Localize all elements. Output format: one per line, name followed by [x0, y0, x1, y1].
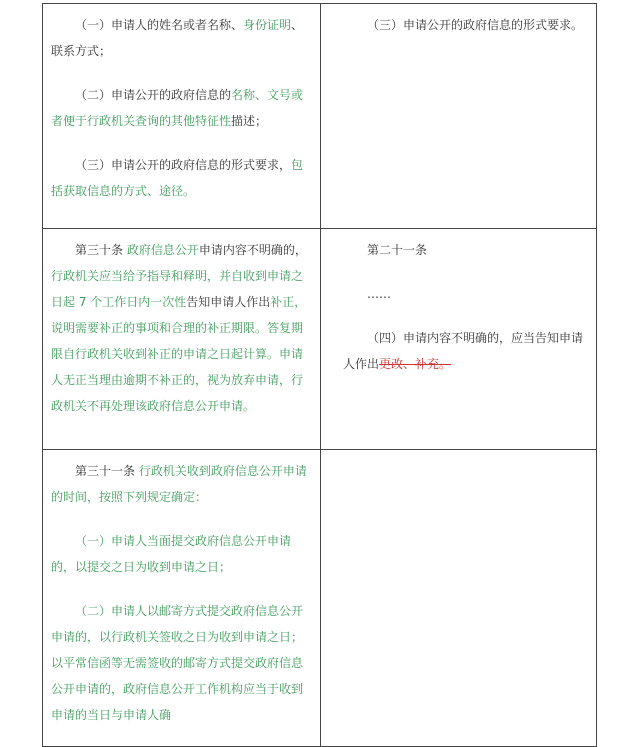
- paragraph: [51, 237, 312, 419]
- added-text: 包括获取信息的方式、途径。: [51, 158, 304, 198]
- added-text: 补正，说明需要补正的事项和合理的补正期限。答复期限自行政机关收到补正的申请之日起计算。申请人无正当理由逾期不补正的，视为放弃申请，行政机关不再处理该政府信息公开申请。: [51, 295, 307, 413]
- added-text: 行政机关收到政府信息公开申请的时间，按照下列规定确定：: [51, 464, 307, 504]
- comparison-table: [42, 3, 597, 747]
- cell-content: [43, 450, 320, 728]
- table-row: [43, 450, 597, 747]
- added-text: （一）申请人当面提交政府信息公开申请的，以提交之日为收到申请之日；: [51, 534, 292, 574]
- text-segment: ……: [367, 287, 391, 301]
- text-segment: （三）申请公开的政府信息的形式要求，: [75, 158, 292, 172]
- paragraph: [343, 12, 590, 38]
- old-provision-cell: [321, 4, 597, 229]
- text-segment: 第三十条: [75, 243, 127, 257]
- text-segment: 描述；: [231, 114, 268, 128]
- old-provision-cell: [321, 450, 597, 747]
- table-row: [43, 229, 597, 450]
- paragraph: [343, 237, 590, 263]
- text-segment: （三）申请公开的政府信息的形式要求。: [367, 18, 584, 32]
- cell-content: [43, 4, 320, 204]
- paragraph: [51, 528, 312, 580]
- text-segment: （二）申请公开的政府信息的: [75, 88, 232, 102]
- added-text: 身份证明: [243, 18, 292, 32]
- deleted-text: 更改、补充。: [379, 357, 452, 371]
- text-segment: （一）申请人的姓名或者名称、: [75, 18, 244, 32]
- new-provision-cell: [43, 450, 321, 747]
- added-text: 政府信息公开: [126, 243, 199, 257]
- paragraph: [51, 152, 312, 204]
- text-segment: 申请内容不明确的，: [198, 243, 307, 257]
- added-text: （二）申请人以邮寄方式提交政府信息公开申请的，以行政机关签收之日为收到申请之日；以平常信函等无需签收的邮寄方式提交政府信息公开申请的，政府信息公开工作机构应当于收到申请的当日与申请人确: [51, 604, 304, 722]
- paragraph: [51, 12, 312, 64]
- text-segment: 告知申请人作出: [186, 295, 271, 309]
- text-segment: 、联系方式；: [51, 18, 304, 58]
- paragraph: [51, 82, 312, 134]
- cell-content: [321, 229, 596, 377]
- new-provision-cell: [43, 4, 321, 229]
- text-segment: （四）申请内容不明确的，应当告知申请人作出: [343, 331, 584, 371]
- paragraph: [343, 325, 590, 377]
- cell-content: [321, 450, 596, 458]
- paragraph: [51, 598, 312, 728]
- cell-content: [43, 229, 320, 419]
- added-text: 行政机关应当给予指导和释明，并自收到申请之日起 7 个工作日内一次性: [51, 269, 304, 309]
- paragraph: [51, 458, 312, 510]
- table-row: [43, 4, 597, 229]
- text-segment: 第三十一条: [75, 464, 139, 478]
- paragraph: [343, 281, 590, 307]
- old-provision-cell: [321, 229, 597, 450]
- added-text: 名称、文号或者便于行政机关查询的其他特征性: [51, 88, 304, 128]
- cell-content: [321, 4, 596, 38]
- text-segment: 第二十一条: [367, 243, 428, 257]
- new-provision-cell: [43, 229, 321, 450]
